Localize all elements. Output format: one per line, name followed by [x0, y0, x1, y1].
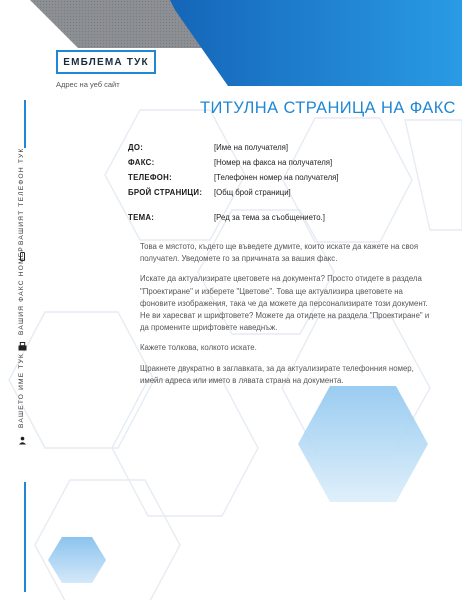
field-label: БРОЙ СТРАНИЦИ: [128, 188, 203, 197]
field-value[interactable]: [Име на получателя] [214, 143, 289, 152]
field-row-to [128, 140, 339, 155]
field-row-subject [128, 210, 339, 225]
field-value[interactable]: [Ред за тема за съобщението.] [214, 213, 325, 222]
hexagon-small [48, 537, 106, 583]
body-paragraph[interactable]: Кажете толкова, колкото искате. [140, 343, 257, 353]
page-title[interactable]: ТИТУЛНА СТРАНИЦА НА ФАКС [200, 99, 456, 117]
sidebar-fax[interactable]: ВАШИЯ ФАКС НОМЕР [18, 246, 25, 335]
sidebar-accent-line-top [24, 100, 26, 148]
field-label: ТЕМА: [128, 213, 155, 222]
field-row-fax [128, 155, 339, 170]
fax-icon [18, 342, 27, 351]
field-value[interactable]: [Номер на факса на получателя] [214, 158, 333, 167]
field-row-pages [128, 185, 339, 200]
top-blue-band [170, 0, 462, 86]
logo-placeholder[interactable]: ЕМБЛЕМА ТУК [56, 50, 156, 74]
body-paragraph[interactable]: Искате да актуализирате цветовете на документа? Просто отидете в раздела "Проектиране" и изберете "Цветове". Това ще актуализира цветовете на фоновите изображения, така че да можете да персонализирате този документ. Не ви харесват и шрифтовете? Можете да отидете на раздела "Проектиране" и да промените шрифтовете наведнъж. [140, 274, 430, 333]
field-value[interactable]: [Общ брой страници] [214, 188, 291, 197]
field-value[interactable]: [Телефонен номер на получателя] [214, 173, 339, 182]
body-paragraph[interactable]: Щракнете двукратно в заглавката, за да актуализирате телефонния номер, имейл адреса или името в лявата страна на документа. [140, 363, 414, 385]
field-row-phone [128, 170, 339, 185]
fax-fields [128, 140, 339, 225]
website-address[interactable]: Адрес на уеб сайт [56, 80, 120, 89]
field-label: ДО: [128, 143, 144, 152]
field-label: ТЕЛЕФОН: [128, 173, 172, 182]
field-label: ФАКС: [128, 158, 155, 167]
hexagon-large [298, 386, 428, 502]
body-paragraph[interactable]: Това е мястото, където ще въведете думите, които искате да кажете на своя получател. Уведомете го за причината за вашия факс. [140, 242, 419, 264]
person-icon [18, 436, 27, 445]
message-body [140, 241, 432, 395]
sidebar-name[interactable]: ВАШЕТО ИМЕ ТУК [18, 352, 25, 428]
sidebar-phone[interactable]: ВАШИЯТ ТЕЛЕФОН ТУК [18, 147, 25, 245]
sidebar-accent-line-bottom [24, 482, 26, 592]
